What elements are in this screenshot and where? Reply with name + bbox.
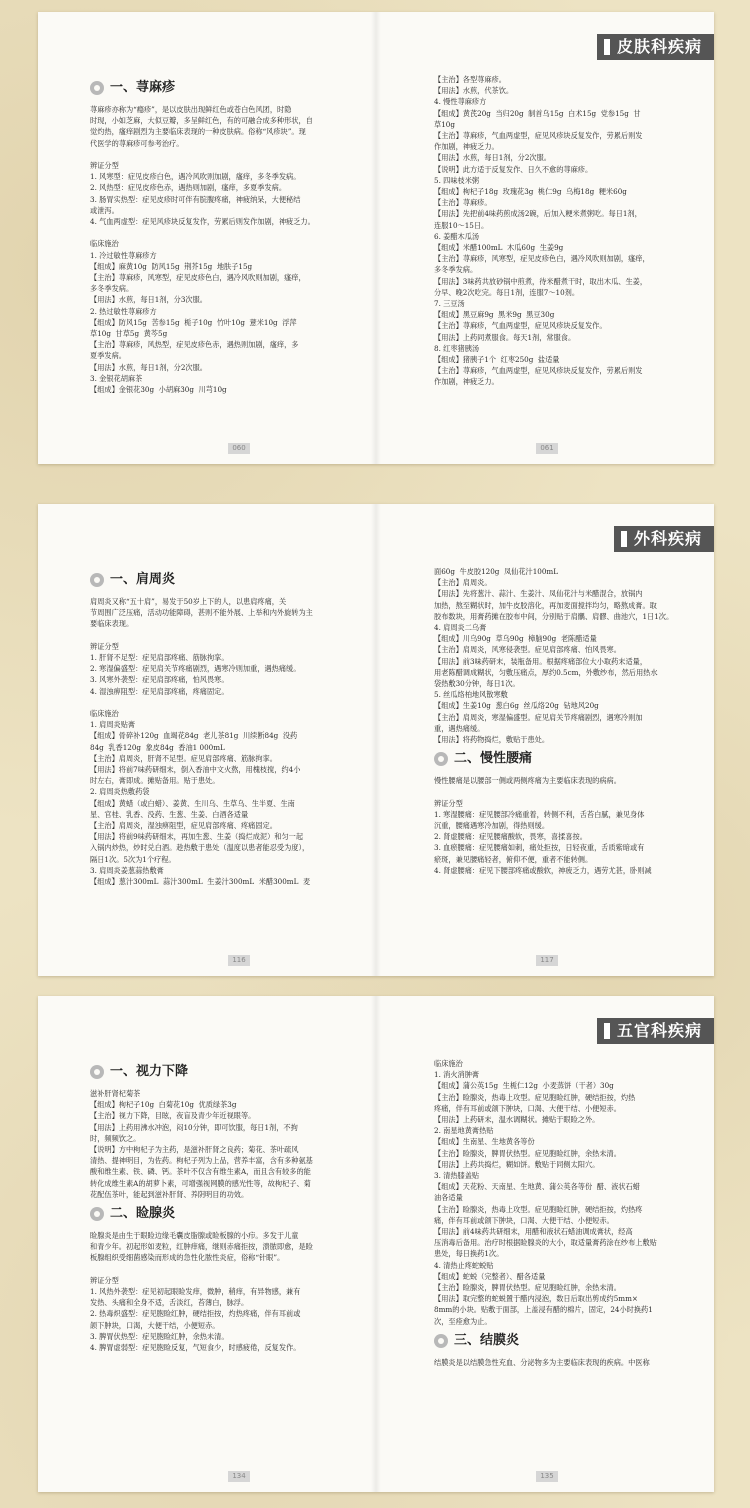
- text-line: 6. 姜醋木瓜汤: [434, 231, 480, 241]
- text-line: 【组成】生南星、生地黄各等份: [434, 1137, 535, 1147]
- text-line: 【组成】黄芪20g 当归20g 制首乌15g 白术15g 党参15g 甘: [434, 108, 641, 118]
- text-line: 【主治】荨麻疹，风热型，症见皮疹色赤，遇热则加剧，瘙痒，多: [90, 340, 299, 350]
- page-number-right: 117: [536, 955, 558, 966]
- text-line: 分早、晚2次吃完。每日1剂，连服7～10剂。: [434, 287, 580, 297]
- text-line: 辨证分型: [90, 1275, 119, 1285]
- text-line: 3. 肠胃实热型：症见皮疹时可伴有脘腹疼痛，神疲纳呆，大便秘结: [90, 194, 301, 204]
- text-line: 1. 冷过敏性荨麻疹方: [90, 250, 157, 260]
- text-line: 【用法】前4味药共研细末，用醋和液状石蜡油调成膏状，经高: [434, 1227, 633, 1237]
- section-bullet-icon: [90, 1065, 104, 1079]
- text-line: 【主治】肩周炎，风寒侵袭型。症见肩部疼痛、怕风畏寒。: [434, 645, 621, 655]
- text-line: 【用法】水煎，代茶饮。: [434, 86, 514, 96]
- text-line: 【组成】麻黄10g 防风15g 荆芥15g 地肤子15g: [90, 261, 253, 271]
- section-bullet-icon: [90, 1207, 104, 1221]
- text-line: 2. 热过敏性荨麻疹方: [90, 306, 157, 316]
- text-line: 临床施治: [90, 239, 119, 249]
- section-heading: [90, 1204, 356, 1224]
- text-line: 2. 南星地黄膏热贴: [434, 1126, 494, 1136]
- text-line: [90, 697, 356, 708]
- text-line: 【主治】荨麻疹，风寒型，症见皮疹色白，遇冷风吹则加剧，瘙痒，: [434, 254, 650, 264]
- section-title: 一、荨麻疹: [110, 80, 176, 95]
- page-number-left: 134: [228, 1471, 250, 1482]
- text-line: 【用法】先把前4味药煎成汤2碗，后加入粳米煮粥吃。每日1剂，: [434, 209, 642, 219]
- section-bullet-icon: [90, 81, 104, 95]
- category-tag: 外科疾病: [614, 526, 714, 552]
- section-title: 一、肩周炎: [110, 572, 176, 587]
- text-line: 临床施治: [434, 1059, 463, 1068]
- text-line: 【主治】睑腺炎，热毒上攻型。症见胞睑红肿，硬结拒按，灼热疼: [434, 1204, 643, 1214]
- text-line: 【组成】川乌90g 草乌90g 樟脑90g 老陈醋适量: [434, 634, 597, 644]
- text-line: 清热、提神明目，为佐药。枸杞子列为上品，营养丰富，含有多种氨基: [90, 1156, 313, 1166]
- text-line: [434, 786, 700, 797]
- text-line: 转化成维生素A的胡萝卜素，可增强视网膜的感光性等，故枸杞子、菊: [90, 1178, 311, 1188]
- book-spread-dermatology: [38, 12, 714, 464]
- text-line: 结膜炎是以结膜急性充血、分泌物多为主要临床表现的疾病。中医称: [434, 1357, 650, 1367]
- text-line: 【主治】肩周炎，寒湿偏盛型。症见肩关节疼痛剧烈，遇寒冷则加: [434, 712, 643, 722]
- text-line: 8. 红枣猪胰汤: [434, 343, 480, 353]
- text-line: 【主治】肩周炎，湿浊痹阻型，症见肩部疼痛、疼痛固定。: [90, 821, 277, 831]
- text-line: 痛，伴有耳前或颌下肿块，口渴、大便干结、小便短赤。: [434, 1215, 614, 1225]
- right-column: [434, 566, 700, 948]
- text-line: 【组成】防风15g 苦参15g 栀子10g 竹叶10g 薏米10g 浮萍: [90, 317, 297, 327]
- text-line: 【用法】3味药共放砂锅中煎煮，待米醋煮干时，取出木瓜、生姜，: [434, 276, 648, 286]
- text-line: 加热，熬至糊状时，加牛皮胶溶化，再加麦面搅拌均匀，略熬成膏。取: [434, 600, 657, 610]
- text-line: 8mm的小块。贴敷于面部，上盖浸有醋的棉片，固定，24小时换药1: [434, 1305, 653, 1315]
- text-line: 临床施治: [90, 709, 119, 719]
- text-line: 油各适量: [434, 1193, 463, 1203]
- text-line: 入锅内炒热，炒时兑白酒。趁热敷于患处（温度以患者能忍受为度），: [90, 843, 310, 853]
- text-line: 酸和维生素、铁、磷、钙。茶叶不仅含有维生素A，而且含有较多的能: [90, 1167, 311, 1177]
- text-line: 草10g 甘草5g 黄芩5g: [90, 329, 168, 339]
- page-number-left: 116: [228, 955, 250, 966]
- text-line: 或泄泻。: [90, 205, 119, 215]
- text-line: 4. 脾胃虚弱型：症见胞睑反复，气短食少，时感疲倦，反复发作。: [90, 1343, 301, 1353]
- text-line: 【主治】睑腺炎，脾胃伏热型。症见胞睑红肿，余热未清。: [434, 1148, 621, 1158]
- right-column: [434, 74, 700, 436]
- text-line: 作加剧，神疲乏力。: [434, 377, 499, 387]
- text-line: 【主治】荨麻疹，风寒型，症见皮疹色白，遇冷风吹则加剧，瘙痒，: [90, 273, 306, 283]
- page-number-right: 061: [536, 443, 558, 454]
- book-gutter: [371, 12, 381, 464]
- text-line: 花配伍茶叶，能起到滋补肝肾、养阴明目的功效。: [90, 1189, 249, 1199]
- text-line: 【主治】各型荨麻疹。: [434, 75, 506, 84]
- text-line: 辨证分型: [434, 798, 463, 808]
- text-line: 板腺组织受细菌感染而形成的急性化脓性炎症，俗称“针眼”。: [90, 1253, 285, 1263]
- text-line: 面60g 牛皮胶120g 凤仙花汁100mL: [434, 567, 559, 576]
- text-line: 时左右，膏即成。摊贴备用。贴于患处。: [90, 776, 220, 786]
- text-line: 发热、头痛和全身不适，舌淡红，苔薄白，脉浮。: [90, 1298, 249, 1308]
- text-line: 【组成】骨碎补120g 血竭花84g 老儿茶81g 川续断84g 没药: [90, 731, 298, 741]
- text-line: 84g 乳香120g 象皮84g 香油1 000mL: [90, 742, 225, 752]
- page-number-left: 060: [228, 443, 250, 454]
- section-bullet-icon: [434, 1334, 448, 1348]
- text-line: 1. 风热外袭型：症见初起眼睑发痒，微肿，稍痒，有异物感，兼有: [90, 1287, 301, 1297]
- text-line: 星、官桂、乳香、没药、生葱、生姜、白酒各适量: [90, 809, 249, 819]
- text-line: 【组成】蒲公英15g 生栀仁12g 小麦蒸饼（干者）30g: [434, 1081, 614, 1091]
- text-line: 【主治】荨麻疹。: [434, 198, 492, 208]
- text-line: 沉重，腰痛遇寒冷加剧，得热则缓。: [434, 821, 550, 831]
- text-line: [90, 227, 356, 238]
- section-heading: [90, 570, 356, 590]
- body-text: [434, 1357, 700, 1368]
- text-line: 【用法】取完整的蛇蜕置于醋内浸泡，数日后取出剪成约5mm×: [434, 1294, 638, 1304]
- section-heading: [90, 78, 356, 98]
- text-line: 4. 肾虚腰痛：症见下腰部疼痛或酸软，神疲乏力，遇劳尤甚，卧则减: [434, 865, 652, 875]
- text-line: 时现，小如芝麻，大似豆瓣，多呈鲜红色，有的可融合成多种形状，自: [90, 116, 313, 126]
- text-line: 【组成】黄蜡（或白蜡）、姜黄、生川乌、生草乌、生半夏、生南: [90, 798, 295, 808]
- text-line: 次，至痊愈为止。: [434, 1316, 492, 1326]
- text-line: 【用法】将前7味药研细末，倒入香油中文火熬，用槐枝搅，约4小: [90, 765, 301, 775]
- text-line: 草10g: [434, 119, 455, 129]
- text-line: 4. 慢性荨麻疹方: [434, 97, 487, 107]
- book-spread-ent: [38, 996, 714, 1492]
- body-text: [90, 1088, 356, 1200]
- text-line: 4. 湿浊痹阻型：症见肩部疼痛，疼痛固定。: [90, 686, 229, 696]
- category-tag: 五官科疾病: [597, 1018, 714, 1044]
- text-line: 3. 血瘀腰痛：症见腰痛如刺，痛处拒按，日轻夜重，舌质紫暗或有: [434, 843, 645, 853]
- text-line: 5. 四味枝米粥: [434, 175, 480, 185]
- text-line: 5. 丝瓜络柏地风散寒敷: [434, 690, 508, 700]
- book-spread-surgery: [38, 504, 714, 976]
- text-line: 【用法】上药同煮服食。每天1剂，常服食。: [434, 332, 576, 342]
- text-line: 2. 肩周炎热敷药袋: [90, 787, 150, 797]
- section-title: 一、视力下降: [110, 1064, 189, 1079]
- section-title: 二、慢性腰痛: [454, 751, 533, 767]
- text-line: 肩周炎又称“五十肩”，易发于50岁上下的人，以患肩疼痛，关: [90, 597, 287, 606]
- text-line: 辨证分型: [90, 641, 119, 651]
- body-text: [434, 775, 700, 876]
- text-line: 【组成】米醋100mL 木瓜60g 生姜9g: [434, 243, 564, 253]
- text-line: 7. 三豆汤: [434, 299, 465, 309]
- text-line: 隔日1次。5次为1个疗程。: [90, 854, 176, 864]
- text-line: 【主治】肩周炎，肝肾不足型。症见肩部疼痛、筋脉拘挛。: [90, 753, 277, 763]
- text-line: 慢性腰痛是以腰部一侧或两侧疼痛为主要临床表现的病病。: [434, 776, 621, 786]
- text-line: 3. 金银花胡麻茶: [90, 373, 143, 383]
- text-line: 【组成】枸杞子10g 白菊花10g 优质绿茶3g: [90, 1100, 237, 1110]
- page-number-right: 135: [536, 1471, 558, 1482]
- text-line: 2. 风热型：症见皮疹色赤，遇热则加剧，瘙痒，多夏季发病。: [90, 183, 287, 193]
- text-line: 用老陈醋调成糊状，匀敷压痛点，厚约0.5cm，外敷纱布，然后用热水: [434, 667, 658, 677]
- body-text: [90, 596, 356, 887]
- category-tag: 皮肤科疾病: [597, 34, 714, 60]
- text-line: 疼痛，伴有耳前或颌下肿块，口渴、大便干结、小便短赤。: [434, 1103, 621, 1113]
- text-line: 荨麻疹亦称为“瘾疹”，是以皮肤出现鲜红色或苍白色风团，时隐: [90, 105, 292, 114]
- text-line: 【组成】葱汁300mL 蒜汁300mL 生姜汁300mL 米醋300mL 麦: [90, 877, 311, 887]
- text-line: 【主治】睑腺炎，脾胃伏热型。症见胞睑红肿，余热未清。: [434, 1283, 621, 1293]
- left-column: [90, 566, 356, 948]
- text-line: 【主治】视力下降，目眩，夜盲及青少年近视眼等。: [90, 1111, 256, 1121]
- text-line: 【用法】先将葱汁、蒜汁、生姜汁、凤仙花汁与米醋混合，放锅内: [434, 589, 643, 599]
- section-heading: [434, 749, 700, 769]
- text-line: 时，频频饮之。: [90, 1133, 141, 1143]
- section-title: 三、结膜炎: [454, 1332, 520, 1348]
- text-line: 【用法】将前9味药研细末，再加生葱、生姜（捣烂成泥）和匀一起: [90, 832, 304, 842]
- text-line: [90, 149, 356, 160]
- text-line: 3. 脾胃伏热型：症见胞睑红肿，余热未清。: [90, 1331, 229, 1341]
- section-heading: [90, 1062, 356, 1082]
- text-line: 【用法】上药用沸水冲泡，闷10分钟，即可饮服，每日1剂，不拘: [90, 1122, 298, 1132]
- text-line: 节周围广泛压痛，活动功能障碍，甚则不能外展、上举和内外旋转为主: [90, 608, 313, 618]
- section-bullet-icon: [90, 573, 104, 587]
- book-gutter: [371, 504, 381, 976]
- text-line: 【组成】蛇蜕（完整者）、醋各适量: [434, 1271, 546, 1281]
- text-line: 多冬季发病。: [90, 284, 134, 294]
- text-line: 【用法】前3味药研末，装瓶备用。根据疼痛部位大小取药末适量，: [434, 656, 648, 666]
- text-line: 【主治】荨麻疹，气血两虚型，症见风疹块反复发作。: [434, 321, 607, 331]
- text-line: 压消毒后备用。治疗时根据睑腺炎的大小，取适量膏药涂在纱布上敷贴: [434, 1238, 657, 1248]
- text-line: 胶布数块，用膏药摊在胶布中间，分别贴于肩髃、肩髎、曲池穴，1日1次。: [434, 611, 674, 621]
- text-line: 2. 热毒炽盛型：症见胞睑红肿，硬结拒按，灼热疼痛，伴有耳前或: [90, 1309, 301, 1319]
- text-line: 【主治】荨麻疹，气血两虚型，症见风疹块反复发作，劳累后则发: [434, 131, 643, 141]
- text-line: 【组成】黑豆麻9g 黑米9g 黑豆30g: [434, 310, 555, 320]
- text-line: 1. 肩周炎贴膏: [90, 720, 136, 730]
- text-line: 连服10～15日。: [434, 220, 489, 230]
- text-line: 【用法】水煎，每日1剂，分2次服。: [434, 153, 551, 163]
- text-line: 睑腺炎是由生于眼睑边缘毛囊皮脂腺或睑板腺的小疖。多发于儿童: [90, 1231, 299, 1241]
- text-line: 多冬季发病。: [434, 265, 478, 275]
- text-line: 滋补肝肾杞菊茶: [90, 1089, 141, 1098]
- text-line: 要临床表现。: [90, 619, 134, 629]
- text-line: 觉灼热，瘙痒剧烈为主要临床表现的一种皮肤病。俗称“风疹块”。现: [90, 127, 306, 137]
- text-line: 夏季发病。: [90, 351, 126, 361]
- text-line: 2. 寒湿偏盛型：症见肩关节疼痛剧烈，遇寒冷则加重，遇热痛缓。: [90, 664, 301, 674]
- text-line: 和青少年。初起形如麦粒，红肿痒痛，继则赤痛拒按，溃脓即愈，是睑: [90, 1242, 313, 1252]
- left-column: [90, 74, 356, 436]
- text-line: 1. 肝肾不足型：症见肩部疼痛、筋脉拘挛。: [90, 653, 229, 663]
- text-line: 2. 肾虚腰痛：症见腰痛酸软，畏寒，喜揉喜按。: [434, 832, 587, 842]
- text-line: 4. 清热止疼蛇蜕贴: [434, 1260, 494, 1270]
- book-gutter: [371, 996, 381, 1492]
- left-column: [90, 1058, 356, 1464]
- body-text: [434, 74, 700, 388]
- text-line: 袋热敷30分钟，每日1次。: [434, 679, 520, 689]
- text-line: [90, 1264, 356, 1275]
- text-line: 【组成】生姜10g 葱白6g 丝瓜络20g 钻地风20g: [434, 701, 599, 711]
- text-line: 【主治】荨麻疹，气血两虚型，症见风疹块反复发作，劳累后则发: [434, 366, 643, 376]
- text-line: 【用法】上药共捣烂，糊如饼。敷贴于同侧太阳穴。: [434, 1159, 600, 1169]
- text-line: 辨证分型: [90, 161, 119, 171]
- text-line: 作加剧，神疲乏力。: [434, 142, 499, 152]
- text-line: 【用法】水煎，每日1剂，分3次服。: [90, 295, 207, 305]
- body-text: [434, 1058, 700, 1327]
- body-text: [434, 566, 700, 745]
- text-line: 1. 消火消肿膏: [434, 1070, 480, 1080]
- section-heading: [434, 1331, 700, 1351]
- text-line: 3. 清热膝盖贴: [434, 1171, 480, 1181]
- text-line: 4. 气血两虚型：症见风疹块反复发作，劳累后则发作加剧，神疲乏力。: [90, 217, 315, 227]
- text-line: 【组成】金银花30g 小胡麻30g 川芎10g: [90, 385, 227, 395]
- section-title: 二、睑腺炎: [110, 1206, 176, 1222]
- text-line: 3. 风寒外袭型：症见肩部疼痛，怕风畏寒。: [90, 675, 229, 685]
- body-text: [90, 104, 356, 395]
- text-line: [90, 630, 356, 641]
- text-line: 【主治】肩周炎。: [434, 578, 492, 588]
- text-line: 【组成】枸杞子18g 玫瑰花3g 桃仁9g 乌梅18g 粳米60g: [434, 187, 627, 197]
- right-column: [434, 1058, 700, 1464]
- text-line: 【组成】天花粉、天南星、生地黄、蒲公英各等份 醋、液状石蜡: [434, 1182, 640, 1192]
- text-line: 3. 肩周炎姜葱蒜热敷膏: [90, 865, 164, 875]
- text-line: 1. 风寒型：症见皮疹白色，遇冷风吹则加剧，瘙痒，多冬季发病。: [90, 172, 301, 182]
- text-line: 【组成】猪胰子1个 红枣250g 盐适量: [434, 355, 560, 365]
- text-line: 【说明】此方适于反复发作、日久不愈的荨麻疹。: [434, 164, 593, 174]
- text-line: 【主治】睑腺炎，热毒上攻型。症见胞睑红肿，硬结拒按，灼热: [434, 1092, 636, 1102]
- text-line: 【用法】水煎，每日1剂，分2次服。: [90, 362, 207, 372]
- text-line: 【说明】方中枸杞子为主药，是滋补肝肾之良药；菊花、茶叶疏风: [90, 1145, 299, 1155]
- text-line: 【用法】上药研末，温水调糊状。摊贴于眼睑之外。: [434, 1115, 600, 1125]
- text-line: 代医学的荨麻疹可参考治疗。: [90, 138, 184, 148]
- text-line: 1. 寒湿腰痛：症见腰部冷痛重着，转侧不利，舌苔白腻，兼见身体: [434, 809, 645, 819]
- section-bullet-icon: [434, 752, 448, 766]
- text-line: 瘀斑，兼见腰痛轻者，俯仰不便，重者不能转侧。: [434, 854, 593, 864]
- body-text: [90, 1230, 356, 1353]
- text-line: 4. 肩周炎二乌膏: [434, 623, 487, 633]
- text-line: 重，遇热痛缓。: [434, 723, 485, 733]
- text-line: 颌下肿块，口渴，大便干结，小便短赤。: [90, 1320, 220, 1330]
- text-line: 患处，每日换药1次。: [434, 1249, 504, 1259]
- text-line: 【用法】将药物捣烂，敷贴于患处。: [434, 735, 550, 745]
